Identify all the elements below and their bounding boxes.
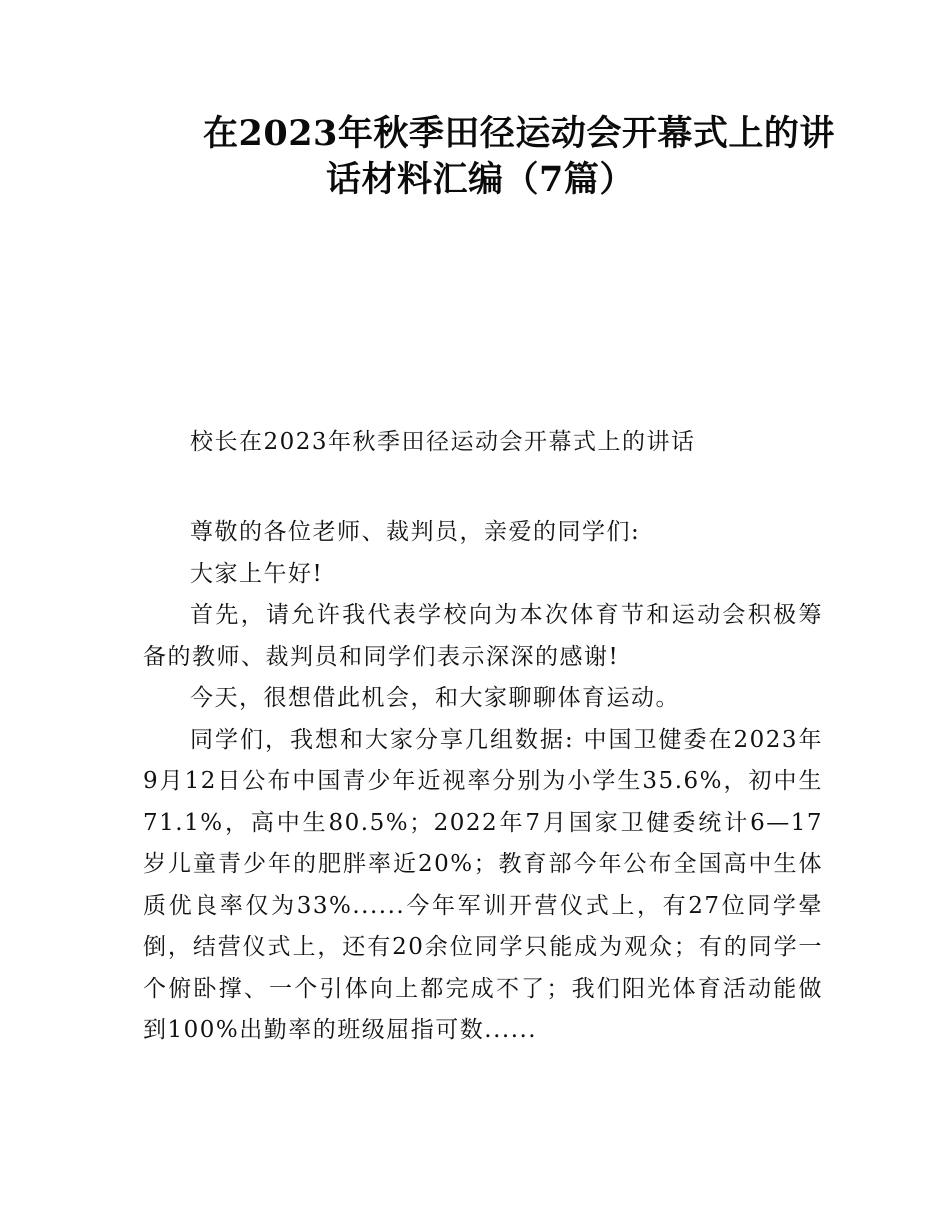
speech-body xyxy=(143,512,823,1052)
document-title-line-1: 在2023年秋季田径运动会开幕式上的讲 xyxy=(203,113,835,154)
speech-subtitle: 校长在2023年秋季田径运动会开幕式上的讲话 xyxy=(190,429,696,455)
paragraph-topic: 今天，很想借此机会，和大家聊聊体育运动。 xyxy=(190,685,680,711)
paragraph-thanks: 首先，请允许我代表学校向为本次体育节和运动会积极筹备的教师、裁判员和同学们表示深深的感谢! xyxy=(143,602,823,670)
paragraph-data: 同学们，我想和大家分享几组数据: 中国卫健委在2023年9月12日公布中国青少年近视率分别为小学生35.6%，初中生71.1%，高中生80.5%；2022年7月国家卫健委统计6—17岁儿童青少年的肥胖率近20%；教育部今年公布全国高中生体质优良率仅为33%......今年军训开营仪式上，有27位同学晕倒，结营仪式上，还有20余位同学只能成为观众；有的同学一个俯卧撑、一个引体向上都完成不了；我们阳光体育活动能做到100%出勤率的班级屈指可数...... xyxy=(143,726,823,1043)
paragraph-good-morning: 大家上午好! xyxy=(190,560,324,587)
document-title-line-2: 话材料汇编（7篇） xyxy=(326,159,635,200)
paragraph-greeting: 尊敬的各位老师、裁判员，亲爱的同学们: xyxy=(190,519,641,545)
